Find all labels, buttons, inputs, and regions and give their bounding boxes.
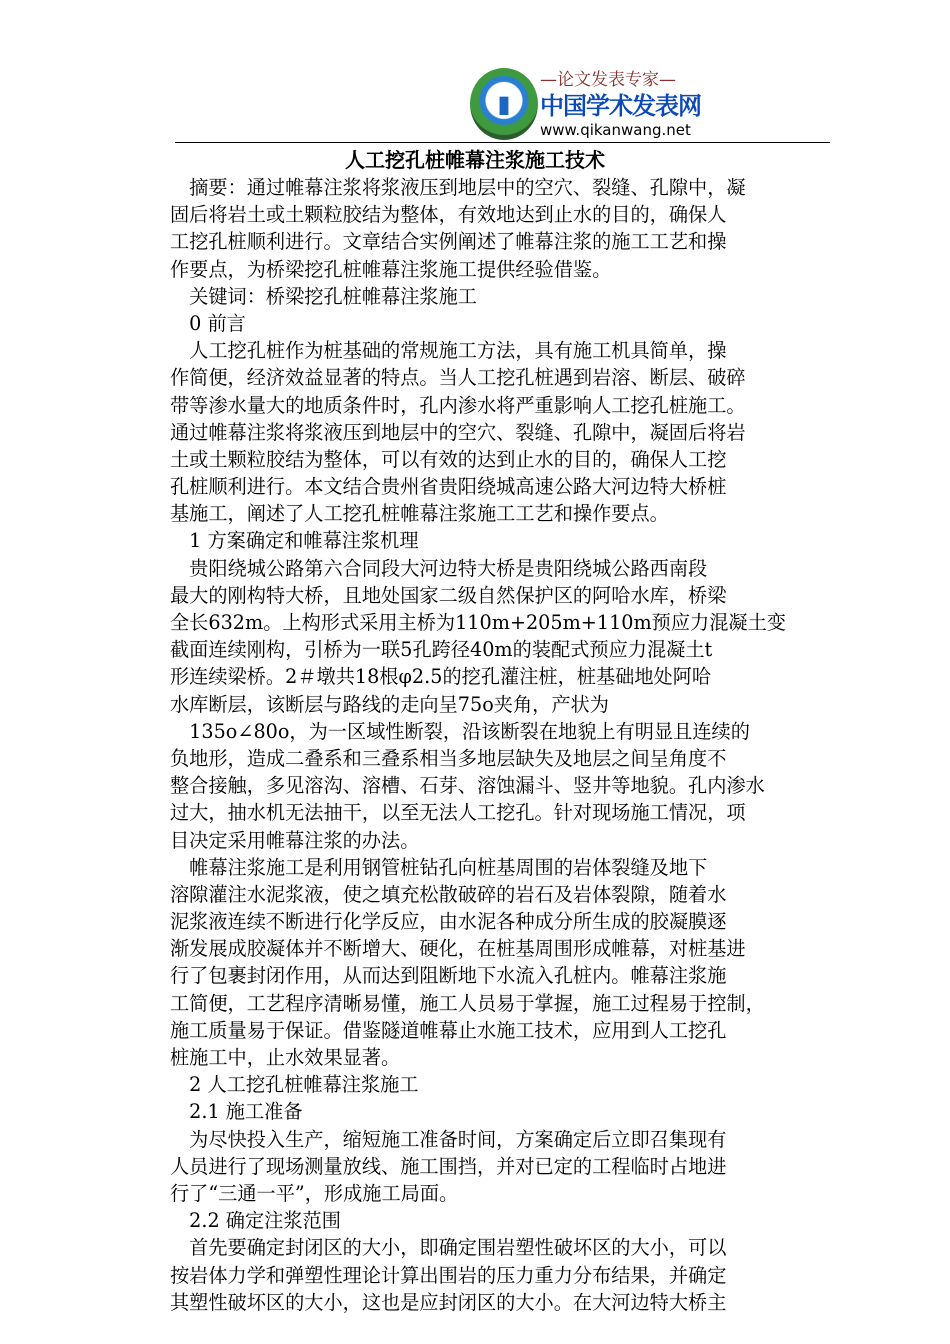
text-line: 2.2 确定注浆范围	[170, 1209, 341, 1233]
text-line: 土或土颗粒胶结为整体，可以有效的达到止水的目的，确保人工挖	[170, 447, 727, 471]
logo-url: www.qikanwang.net	[540, 121, 691, 139]
text-line: 基施工，阐述了人工挖孔桩帷幕注浆施工工艺和操作要点。	[170, 502, 669, 526]
text-line: 截面连续刚构，引桥为一联5孔跨径40m的装配式预应力混凝土t	[170, 638, 713, 662]
site-logo-banner	[470, 68, 701, 142]
logo-brand-name: 中国学术发表网	[540, 92, 701, 120]
text-line: 最大的刚构特大桥，且地处国家二级自然保护区的阿哈水库，桥梁	[170, 583, 727, 607]
text-line: 为尽快投入生产，缩短施工准备时间，方案确定后立即召集现有	[170, 1127, 727, 1151]
text-line: 全长632m。上构形式采用主桥为110m+205m+110m预应力混凝土变	[170, 611, 786, 634]
text-line: 施工质量易于保证。借鉴隧道帷幕止水施工技术，应用到人工挖孔	[170, 1018, 727, 1042]
text-line: 首先要确定封闭区的大小，即确定围岩塑性破坏区的大小，可以	[170, 1236, 727, 1260]
text-line: 带等渗水量大的地质条件时，孔内渗水将严重影响人工挖孔桩施工。	[170, 393, 746, 417]
text-line: 负地形，造成二叠系和三叠系相当多地层缺失及地层之间呈角度不	[170, 746, 727, 770]
text-line: 贵阳绕城公路第六合同段大河边特大桥是贵阳绕城公路西南段	[170, 556, 708, 580]
text-line: 工简便，工艺程序清晰易懂，施工人员易于掌握，施工过程易于控制，	[170, 991, 765, 1015]
text-line: 过大，抽水机无法抽干，以至无法人工挖孔。针对现场施工情况，项	[170, 801, 746, 825]
text-line: 渐发展成胶凝体并不断增大、硬化，在桩基周围形成帷幕，对桩基进	[170, 937, 746, 961]
text-line: 孔桩顺利进行。本文结合贵州省贵阳绕城高速公路大河边特大桥桩	[170, 475, 727, 499]
text-line: 0 前言	[170, 311, 246, 335]
text-line: 水库断层，该断层与路线的走向呈75o夹角，产状为	[170, 692, 609, 716]
text-line: 行了包裹封闭作用，从而达到阻断地下水流入孔桩内。帷幕注浆施	[170, 964, 727, 988]
header-rule	[175, 142, 830, 143]
text-line: 桩施工中，止水效果显著。	[170, 1046, 401, 1069]
text-line: 通过帷幕注浆将浆液压到地层中的空穴、裂缝、孔隙中，凝固后将岩	[170, 420, 746, 444]
text-line: 行了“三通一平”，形成施工局面。	[170, 1181, 459, 1205]
text-line: 1 方案确定和帷幕注浆机理	[170, 529, 419, 553]
text-line: 2 人工挖孔桩帷幕注浆施工	[170, 1073, 419, 1097]
text-line: 目决定采用帷幕注浆的办法。	[170, 828, 420, 852]
text-line: 泥浆液连续不断进行化学反应，由水泥各种成分所生成的胶凝膜逐	[170, 910, 727, 934]
text-line: 作简便，经济效益显著的特点。当人工挖孔桩遇到岩溶、断层、破碎	[170, 366, 746, 390]
text-line: 2.1 施工准备	[170, 1100, 303, 1124]
text-line: 按岩体力学和弹塑性理论计算出围岩的压力重力分布结果，并确定	[170, 1263, 727, 1287]
text-line: 人员进行了现场测量放线、施工围挡，并对已定的工程临时占地进	[170, 1154, 727, 1178]
text-line: 人工挖孔桩作为桩基础的常规施工方法，具有施工机具简单，操	[170, 339, 727, 363]
text-line: 其塑性破坏区的大小，这也是应封闭区的大小。在大河边特大桥主	[170, 1290, 727, 1314]
text-line: 整合接触，多见溶沟、溶槽、石芽、溶蚀漏斗、竖井等地貌。孔内渗水	[170, 774, 765, 798]
text-line: 作要点，为桥梁挖孔桩帷幕注浆施工提供经验借鉴。	[170, 257, 612, 281]
text-line: 135o∠80o，为一区域性断裂，沿该断裂在地貌上有明显且连续的	[170, 719, 750, 743]
text-line: 关键词：桥梁挖孔桩帷幕注浆施工	[170, 284, 477, 308]
text-line: 摘要：通过帷幕注浆将浆液压到地层中的空穴、裂缝、孔隙中，凝	[170, 176, 746, 199]
logo-tagline: —论文发表专家—	[540, 70, 676, 90]
text-line: 工挖孔桩顺利进行。文章结合实例阐述了帷幕注浆的施工工艺和操	[170, 230, 727, 254]
document-body	[170, 174, 830, 1316]
book-icon: ▮	[497, 90, 511, 118]
text-line: 固后将岩土或土颗粒胶结为整体，有效地达到止水的目的，确保人	[170, 203, 727, 227]
document-title: 人工挖孔桩帷幕注浆施工技术	[345, 148, 605, 172]
text-line: 形连续梁桥。2＃墩共18根φ2.5的挖孔灌注桩，桩基础地处阿哈	[170, 665, 712, 689]
text-line: 溶隙灌注水泥浆液，使之填充松散破碎的岩石及岩体裂隙，随着水	[170, 882, 727, 906]
text-line: 帷幕注浆施工是利用钢管桩钻孔向桩基周围的岩体裂缝及地下	[170, 855, 708, 879]
